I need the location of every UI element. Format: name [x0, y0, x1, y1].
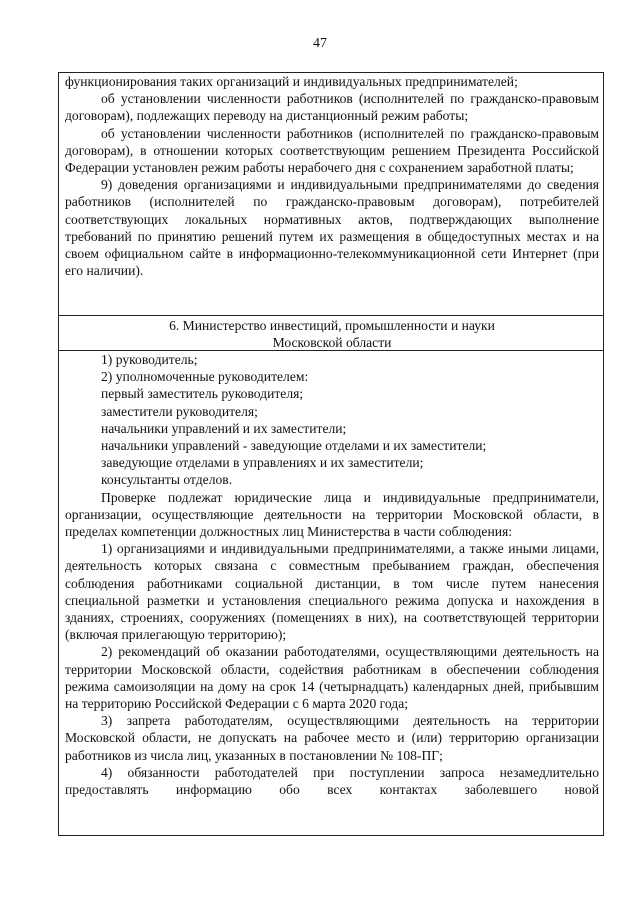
list-item: заведующие отделами в управлениях и их заместители;: [101, 455, 424, 471]
list-item: консультанты отделов.: [101, 472, 233, 488]
paragraph: 9) доведения организациями и индивидуальными предпринимателями до сведения работников (исполнителей по гражданско-правовым договорам), потребителей соответствующих локальных нормативных актов, подтверждающих выполнение требований по принятию решений путем их размещения в общедоступных местах и на своем официальном сайте в информационно-телекоммуникационной сети Интернет (при его наличии).: [65, 177, 599, 279]
section-heading-cell: [59, 315, 603, 351]
table-cell-continuation: [59, 73, 603, 315]
requirements-table: [58, 72, 604, 836]
paragraph: об установлении численности работников (исполнителей по гражданско-правовым договорам), подлежащих переводу на дистанционный режим работы;: [65, 91, 599, 124]
section-heading-line-2: Московской области: [272, 335, 392, 351]
page-number: 47: [313, 36, 327, 51]
paragraph: 3) запрета работодателям, осуществляющими деятельность на территории Московской области, не допускать на рабочее место и (или) территорию организации работников из числа лиц, указанных в постановлении № 108-ПГ;: [65, 713, 599, 763]
paragraph: Проверке подлежат юридические лица и индивидуальные предприниматели, организации, осуществляющие деятельности на территории Московской области, в пределах компетенции должностных лиц Министерства в части соблюдения:: [65, 489, 599, 540]
list-item: заместители руководителя;: [101, 403, 258, 419]
section-heading-line-1: 6. Министерство инвестиций, промышленности и науки: [169, 318, 495, 333]
paragraph: 2) рекомендаций об оказании работодателями, осуществляющими деятельность на территории Московской области, содействия работникам в обеспечении соблюдения режима самоизоляции на дому на срок 14 (четырнадцать) календарных дней, прибывшим на территорию Российской Федерации с 6 марта 2020 года;: [65, 644, 599, 712]
paragraph: 4) обязанности работодателей при поступлении запроса незамедлительно предоставлять информацию обо всех контактах заболевшего новой: [65, 764, 599, 798]
list-item: начальники управлений и их заместители;: [101, 420, 347, 436]
paragraph: об установлении численности работников (исполнителей по гражданско-правовым договорам), в отношении которых соответствующим решением Президента Российской Федерации установлен режим работы нерабочего дня с сохранением заработной платы;: [65, 125, 599, 176]
list-item: начальники управлений - заведующие отделами и их заместители;: [101, 438, 487, 454]
table-cell-section-6: [59, 351, 603, 835]
list-item: 1) руководитель;: [101, 352, 198, 367]
paragraph: функционирования таких организаций и индивидуальных предпринимателей;: [65, 74, 518, 89]
list-item: первый заместитель руководителя;: [101, 386, 304, 402]
list-item: 2) уполномоченные руководителем:: [101, 369, 309, 385]
paragraph: 1) организациями и индивидуальными предпринимателями, а также иными лицами, деятельность которых связана с совместным пребыванием граждан, обеспечения соблюдения работниками социальной дистанции, в том числе путем нанесения специальной разметки и установления специального режима допуска и нахождения в зданиях, строениях, сооружениях (помещениях в них), на соответствующей территории (включая прилегающую территорию);: [65, 541, 599, 643]
